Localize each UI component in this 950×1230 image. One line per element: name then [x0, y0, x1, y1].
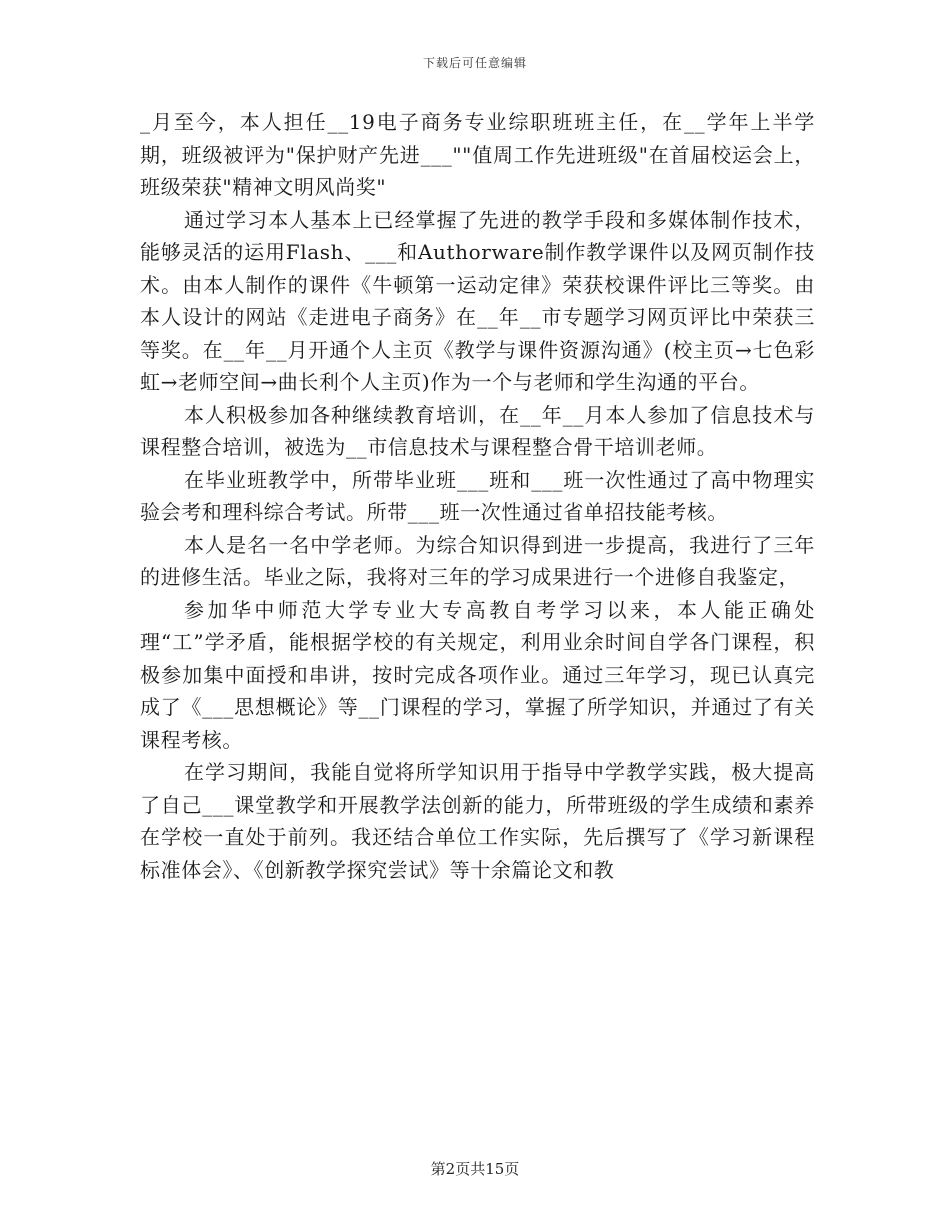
document-body — [140, 106, 815, 886]
page-number: 第2页共15页 — [430, 1160, 520, 1178]
paragraph: 在学习期间，我能自觉将所学知识用于指导中学教学实践，极大提高了自己___课堂教学和开展教学法创新的能力，所带班级的学生成绩和素养在学校一直处于前列。我还结合单位工作实际，先后撰写了《学习新课程标准体会》、《创新教学探究尝试》等十余篇论文和教 — [140, 760, 815, 882]
paragraph: 通过学习本人基本上已经掌握了先进的教学手段和多媒体制作技术，能够灵活的运用Flash、___和Authorware制作教学课件以及网页制作技术。由本人制作的课件《牛顿第一运动定律》荣获校课件评比三等奖。由本人设计的网站《走进电子商务》在__年__市专题学习网页评比中荣获三等奖。在__年__月开通个人主页《教学与课件资源沟通》(校主页→七色彩虹→老师空间→曲长利个人主页)作为一个与老师和学生沟通的平台。 — [140, 207, 815, 394]
paragraph: 本人积极参加各种继续教育培训，在__年__月本人参加了信息技术与课程整合培训，被选为__市信息技术与课程整合骨干培训老师。 — [140, 402, 815, 459]
paragraph: 参加华中师范大学专业大专高教自考学习以来，本人能正确处理“工”学矛盾，能根据学校的有关规定，利用业余时间自学各门课程，积极参加集中面授和串讲，按时完成各项作业。通过三年学习，现已认真完成了《___思想概论》等__门课程的学习，掌握了所学知识，并通过了有关课程考核。 — [140, 597, 815, 752]
paragraph: _月至今，本人担任__19电子商务专业综职班班主任，在__学年上半学期，班级被评为"保护财产先进___""值周工作先进班级"在首届校运会上，班级荣获"精神文明风尚奖" — [140, 110, 815, 199]
paragraph: 在毕业班教学中，所带毕业班___班和___班一次性通过了高中物理实验会考和理科综合考试。所带___班一次性通过省单招技能考核。 — [140, 467, 815, 524]
page-header: 下载后可任意编辑 — [422, 56, 527, 70]
paragraph: 本人是名一名中学老师。为综合知识得到进一步提高，我进行了三年的进修生活。毕业之际，我将对三年的学习成果进行一个进修自我鉴定， — [140, 532, 815, 589]
